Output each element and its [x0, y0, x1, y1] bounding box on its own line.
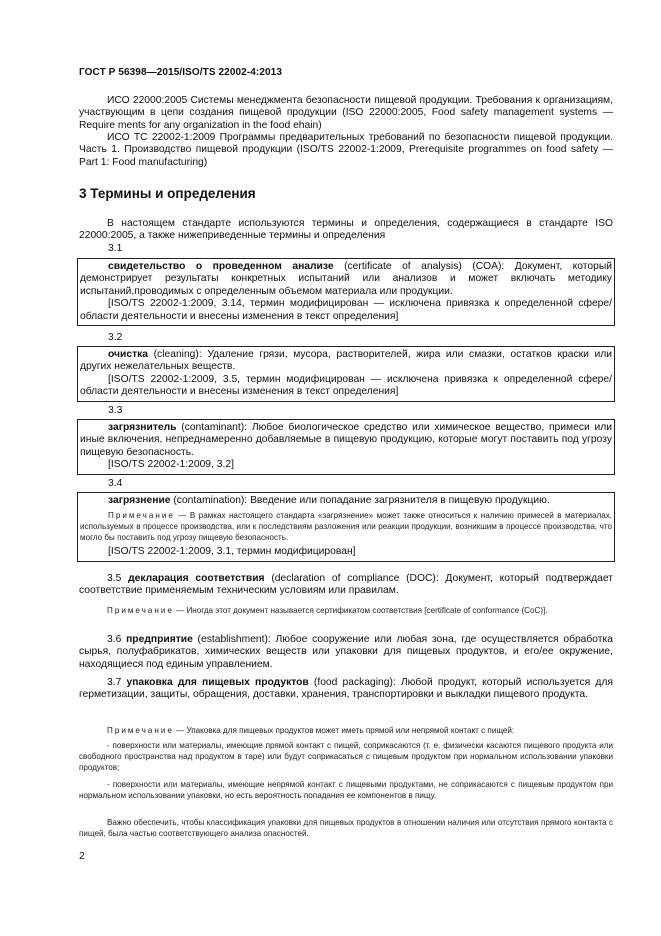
term-number: 3.7 — [107, 677, 122, 688]
term-3-5 — [79, 573, 613, 598]
term-box-3-2 — [77, 346, 615, 402]
term-name: декларация соответствия — [128, 573, 265, 584]
note-text: — Упаковка для пищевых продуктов может иметь прямой или непрямой контакт с пищей: — [173, 726, 515, 735]
term-definition — [80, 495, 612, 507]
term-note-3-7 — [79, 725, 613, 736]
term-note-3-5 — [79, 605, 613, 616]
page-number: 2 — [79, 850, 85, 862]
note-text: — В рамках настоящего стандарта «загрязнение» может также относиться к наличию примесей в материалах, используемых в процессе производства, или к последствиям разложения или реакции продукции, возникшим в процессе производства, что могло бы поставить под угрозу пищевую безопасность. — [80, 511, 612, 543]
term-definition — [80, 422, 612, 459]
term-text: (certificate of analysis) (COA): Документ, который демонстрирует результаты конкретных испытаний или анализов и может включать методику испытаний,проводимых с определенным объемом материала или продукции. — [80, 261, 612, 297]
note-label: Примечание — [107, 726, 174, 735]
section-title: 3 Термины и определения — [79, 186, 256, 201]
term-text: (declaration of compliance (DOC): Документ, который подтверждает соответствие применяемым техническим условиям или правилам. — [79, 573, 614, 597]
term-definition — [80, 261, 612, 298]
term-3-7 — [79, 677, 613, 702]
note-list-item: - поверхности или материалы, имеющие прямой контакт с пищей, соприкасаются (т. е. физически касаются пищевого продукта или свободного пространства над продуктом в таре) или будут соприкасаться с пищевым продуктом при нормальном использовании упаковки продуктов; — [79, 741, 613, 772]
term-box-3-1 — [77, 258, 615, 326]
term-box-3-3 — [77, 419, 615, 475]
term-text: (food packaging): Любой продукт, который используется для герметизации, защиты, обращения, доставки, хранения, транспортировки и выкладки пищевого продукта. — [79, 677, 614, 701]
note-list-item: - поверхности или материалы, имеющие непрямой контакт с пищевыми продуктами, не соприкасаются с пищевым продуктом при нормальном использовании упаковки, но есть вероятность попадания ее компонентов в пищу. — [79, 780, 613, 800]
term-number: 3.2 — [108, 332, 123, 343]
section-intro: В настоящем стандарте используются термины и определения, содержащиеся в стандарте ISO 22000:2005, а также нижеприведенные термины и определения — [79, 218, 613, 242]
term-note — [80, 510, 612, 543]
term-number: 3.3 — [108, 405, 123, 416]
term-name: предприятие — [126, 634, 193, 645]
term-text: (contamination): Введение или попадание загрязнителя в пищевую продукцию. — [170, 495, 550, 506]
note-text: — Иногда этот документ называется сертификатом соответствия [certificate of conformance (CoC)]. — [173, 606, 548, 615]
term-number: 3.5 — [107, 573, 122, 584]
term-source: [ISO/TS 22002-1:2009, 3.5, термин модифицирован — исключена привязка к определенной сфере/области деятельности и внесены изменения в текст определения] — [80, 373, 612, 398]
document-header: ГОСТ Р 56398—2015/ISO/TS 22002-4:2013 — [79, 67, 282, 78]
term-source: [ISO/TS 22002-1:2009, 3.2] — [108, 459, 234, 471]
term-source: [ISO/TS 22002-1:2009, 3.14, термин модифицирован — исключена привязка к определенной сфере/области деятельности и внесены изменения в текст определения] — [80, 298, 612, 322]
term-name: упаковка для пищевых продуктов — [126, 677, 309, 688]
term-name: очистка — [108, 349, 148, 360]
term-text: (establishment): Любое сооружение или любая зона, где осуществляется обработка сырья, полуфабрикатов, химических веществ или упаковки для пищевых продуктов, и его/ее окружение, находящиеся под единым управлением. — [79, 634, 613, 670]
term-box-3-4 — [77, 492, 615, 562]
term-number: 3.6 — [107, 634, 122, 645]
term-definition — [80, 349, 612, 374]
term-number: 3.4 — [108, 478, 123, 489]
term-3-6 — [79, 634, 613, 671]
term-name: свидетельство о проведенном анализе — [108, 261, 334, 272]
term-text: (cleaning): Удаление грязи, мусора, растворителей, жира или смазки, остатков краски или других нежелательных веществ. — [80, 349, 612, 373]
term-text: (contaminant): Любое биологическое средство или химическое вещество, примеси или иные включения, непреднамеренно добавляемые в пищевую продукцию, которые могут поставить под угрозу пищевую безопасность. — [80, 422, 612, 458]
note-label: Примечание — [108, 511, 175, 521]
term-name: загрязнитель — [108, 422, 177, 433]
term-name: загрязнение — [108, 495, 171, 506]
note-closing: Важно обеспечить, чтобы классификация упаковки для пищевых продуктов в отношении наличия или отсутствия прямого контакта с пищей, была частью соответствующего анализа опасностей. — [79, 818, 613, 838]
reference-iso-22000: ИСО 22000:2005 Системы менеджмента безопасности пищевой продукции. Требования к организациям, участвующим в цепи создания пищевой продукции (ISO 22000:2005, Food safety management systems — Require ments for any organization in the food ehain) — [79, 95, 613, 131]
reference-iso-ts-22002-1: ИСО ТС 22002-1:2009 Программы предварительных требований по безопасности пищевой продукции. Часть 1. Производство пищевой продукции (ISO/TS 22002-1:2009, Prerequisite programmes on food safety — Part 1: Food manufacturing) — [79, 132, 613, 168]
term-source: [ISO/TS 22002-1:2009, 3.1, термин модифицирован] — [108, 546, 356, 558]
term-number: 3.1 — [108, 243, 123, 254]
note-label: Примечание — [107, 606, 174, 615]
